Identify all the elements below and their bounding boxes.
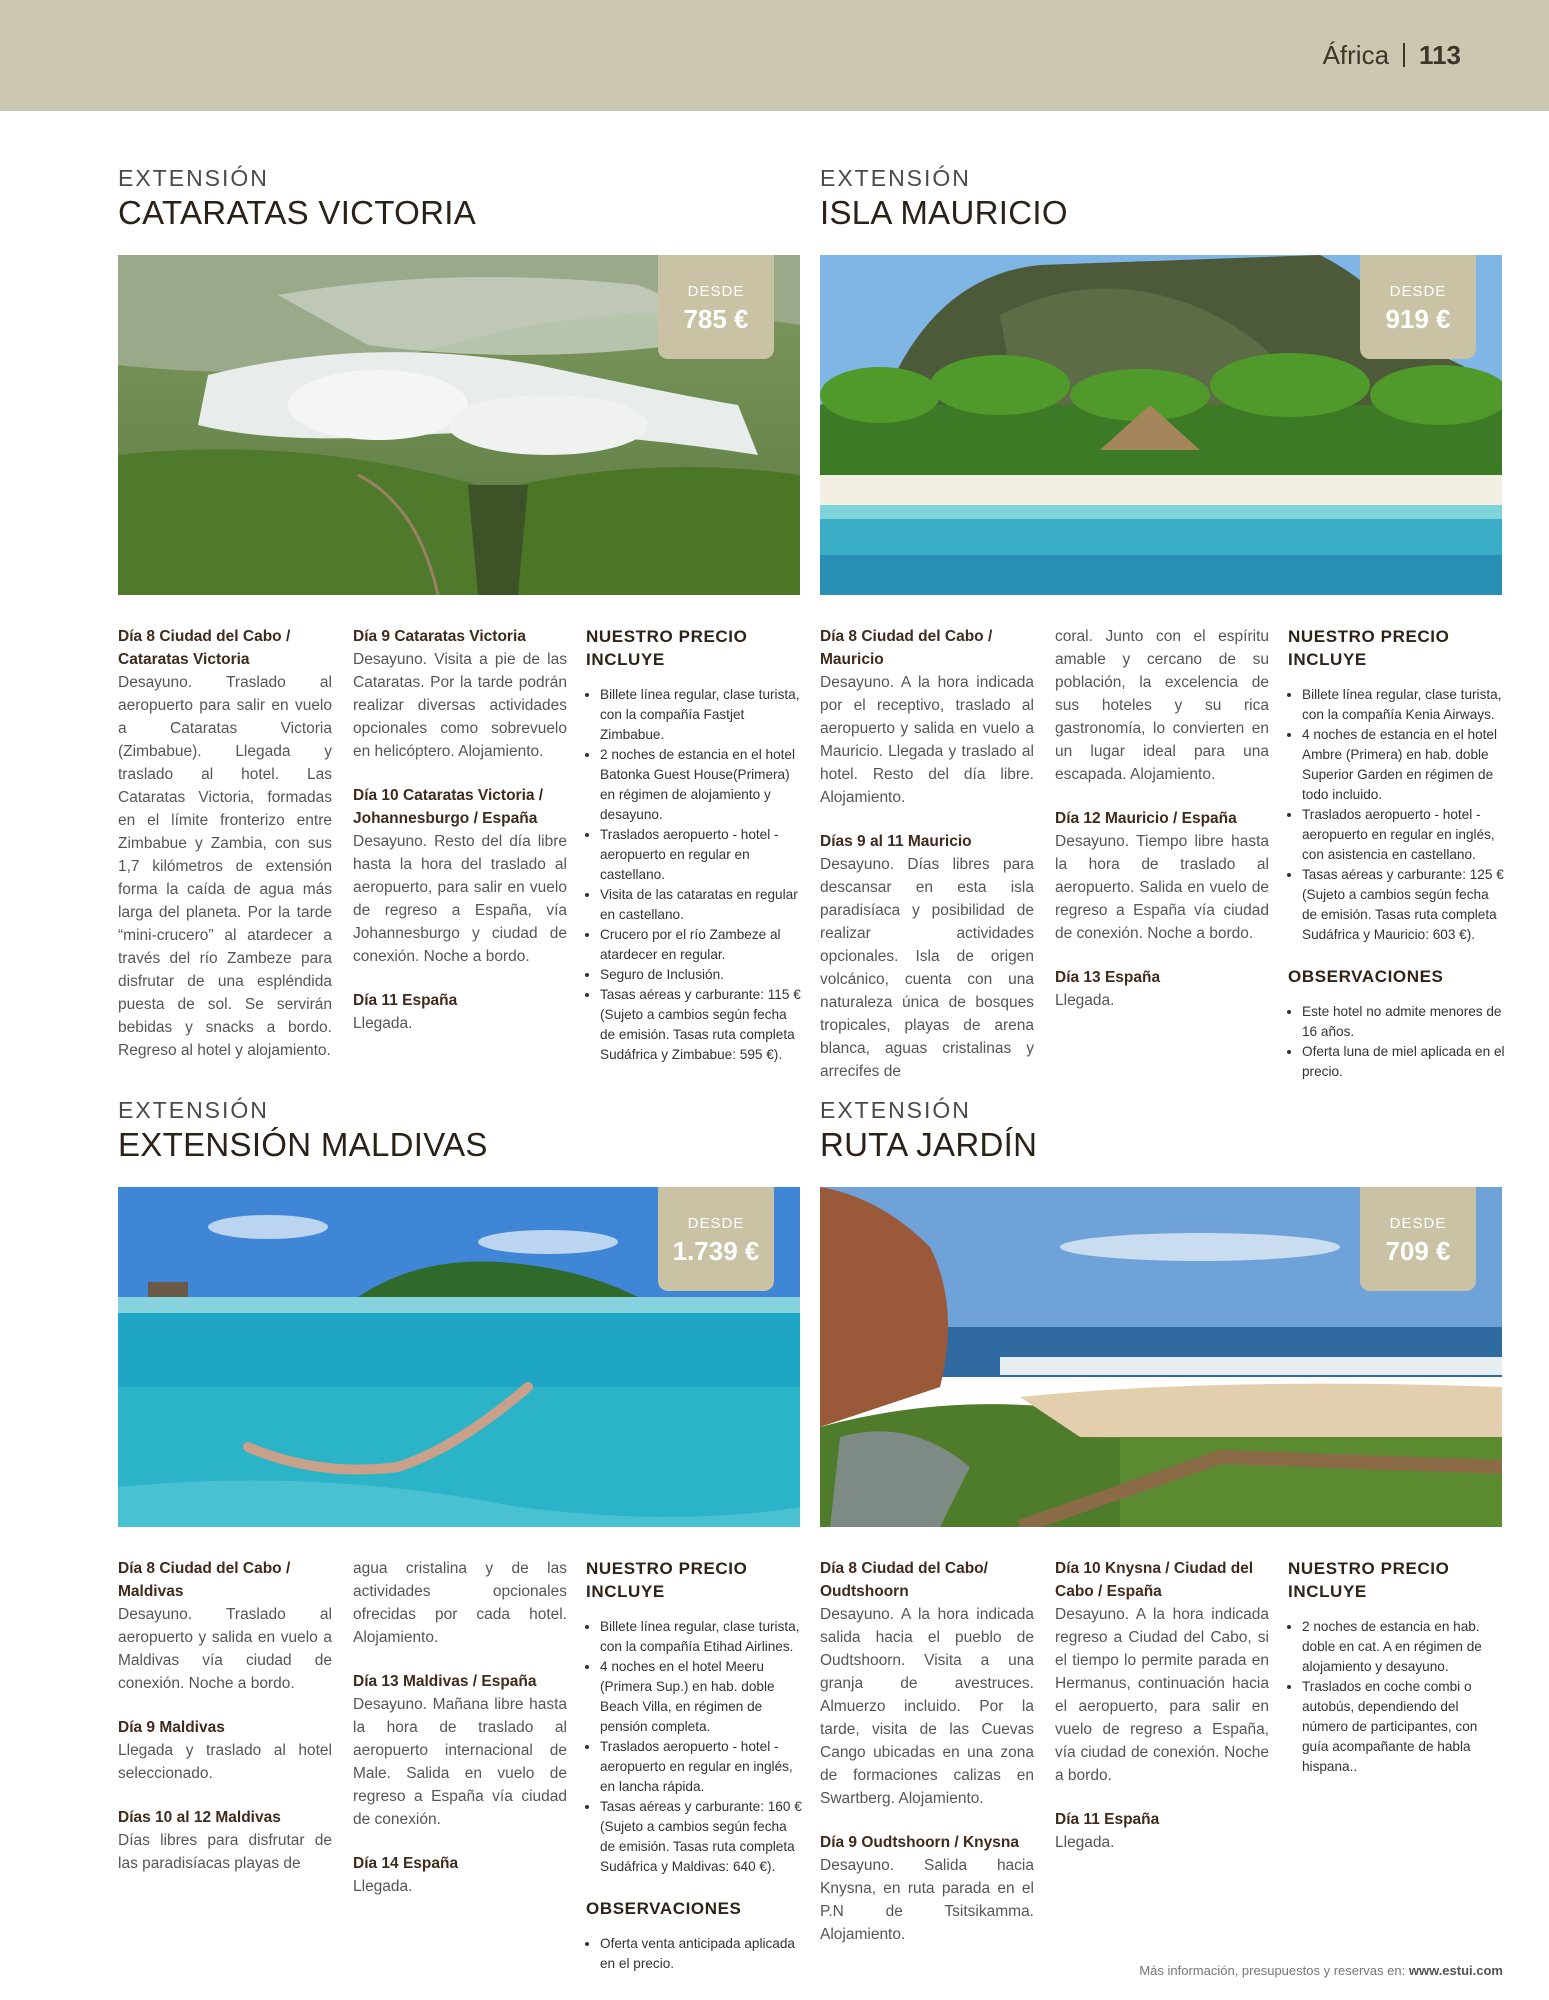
day-text: Llegada. bbox=[1055, 992, 1115, 1009]
includes-title: NUESTRO PRECIO INCLUYE bbox=[586, 627, 748, 669]
divider bbox=[1403, 43, 1405, 67]
list-item: • Visita de las cataratas en regular en castellano. bbox=[600, 885, 804, 925]
day-text: Llegada y traslado al hotel seleccionado. bbox=[118, 1742, 332, 1782]
list-item: • Este hotel no admite menores de 16 años. bbox=[1302, 1002, 1506, 1042]
list-item: • Billete línea regular, clase turista, con la compañía Etihad Airlines. bbox=[600, 1617, 804, 1657]
list-item: • 2 noches de estancia en hab. doble en cat. A en régimen de alojamiento y desayuno. bbox=[1302, 1617, 1506, 1677]
extension-garden-route bbox=[820, 1097, 1502, 1943]
includes-list bbox=[1288, 1617, 1506, 1777]
day-heading: Día 11 España bbox=[1055, 1811, 1160, 1828]
day-text: Llegada. bbox=[353, 1015, 413, 1032]
itinerary-column-2 bbox=[1055, 625, 1269, 1033]
day-heading: Día 11 España bbox=[353, 992, 458, 1009]
price-includes bbox=[1288, 1557, 1506, 1797]
day-heading: Día 10 Cataratas Victoria / Johannesburgo / España bbox=[353, 787, 544, 827]
day-heading: Día 8 Ciudad del Cabo / Mauricio bbox=[820, 628, 993, 668]
list-item: • 4 noches en el hotel Meeru (Primera Sup.) en hab. doble Beach Villa, en régimen de pensión completa. bbox=[600, 1657, 804, 1737]
section-title: EXTENSIÓN MALDIVAS bbox=[118, 1126, 488, 1163]
itinerary-column-1 bbox=[118, 1557, 332, 1896]
day-text: Desayuno. Visita a pie de las Cataratas. Por la tarde podrán realizar diversas actividades opcionales como sobrevuelo en helicóptero. Alojamiento. bbox=[353, 651, 567, 760]
price-includes bbox=[586, 1557, 804, 1994]
day-text: Desayuno. Traslado al aeropuerto y salida en vuelo a Maldivas vía ciudad de conexión. Noche a bordo. bbox=[118, 1606, 332, 1692]
day-text: Llegada. bbox=[1055, 1834, 1115, 1851]
day-text: Días libres para disfrutar de las paradisíacas playas de bbox=[118, 1832, 332, 1872]
list-item: • 2 noches de estancia en el hotel Batonka Guest House(Primera) en régimen de alojamiento y desayuno. bbox=[600, 745, 804, 825]
list-item: • Oferta venta anticipada aplicada en el precio. bbox=[600, 1934, 804, 1974]
observations-list bbox=[1288, 1002, 1506, 1082]
price-label: DESDE bbox=[1389, 1215, 1447, 1232]
section-indicator bbox=[1323, 40, 1461, 71]
extension-victoria-falls bbox=[118, 165, 801, 1062]
list-item: • Traslados en coche combi o autobús, dependiendo del número de participantes, con guía acompañante de habla hispana.. bbox=[1302, 1677, 1506, 1777]
includes-list bbox=[586, 1617, 804, 1877]
itinerary-column-2 bbox=[353, 1557, 567, 1919]
extension-maldives bbox=[118, 1097, 802, 1971]
section-kicker: EXTENSIÓN bbox=[820, 1097, 971, 1123]
footer-link[interactable]: www.estui.com bbox=[1408, 1963, 1503, 1978]
price-value: 785 € bbox=[683, 304, 749, 334]
day-text: agua cristalina y de las actividades opcionales ofrecidas por cada hotel. Alojamiento. bbox=[353, 1560, 567, 1646]
observations-title: OBSERVACIONES bbox=[586, 1899, 742, 1918]
footer-text: Más información, presupuestos y reservas en: bbox=[1139, 1963, 1409, 1978]
list-item: • Crucero por el río Zambeze al atardecer en regular. bbox=[600, 925, 804, 965]
day-heading: Día 9 Oudtshoorn / Knysna bbox=[820, 1834, 1019, 1851]
price-includes bbox=[586, 625, 804, 1085]
list-item: • Billete línea regular, clase turista, con la compañía Kenia Airways. bbox=[1302, 685, 1506, 725]
day-text: Llegada. bbox=[353, 1878, 413, 1895]
list-item: • Seguro de Inclusión. bbox=[600, 965, 804, 985]
day-text: Desayuno. Tiempo libre hasta la hora de traslado al aeropuerto. Salida en vuelo de regreso a España vía ciudad de conexión. Noche a bordo. bbox=[1055, 833, 1269, 942]
day-text: Desayuno. A la hora indicada regreso a Ciudad del Cabo, si el tiempo lo permite parada en Hermanus, continuación hacia el aeropuerto, para salir en vuelo de regreso a España, vía ciudad de conexión. Noche a bordo. bbox=[1055, 1606, 1269, 1784]
section-name: África bbox=[1322, 40, 1390, 70]
price-label: DESDE bbox=[687, 1215, 745, 1232]
day-heading: Día 13 España bbox=[1055, 969, 1161, 986]
page-number: 113 bbox=[1419, 40, 1461, 70]
price-label: DESDE bbox=[687, 283, 745, 300]
section-kicker: EXTENSIÓN bbox=[118, 165, 269, 191]
page-header-bar bbox=[0, 0, 1549, 111]
day-heading: Día 14 España bbox=[353, 1855, 459, 1872]
day-text: Desayuno. A la hora indicada por el receptivo, traslado al aeropuerto y salida en vuelo a Mauricio. Llegada y traslado al hotel. Resto del día libre. Alojamiento. bbox=[820, 674, 1034, 806]
list-item: • Traslados aeropuerto - hotel - aeropuerto en regular en inglés, con asistencia en castellano. bbox=[1302, 805, 1506, 865]
itinerary-column-2 bbox=[353, 625, 567, 1056]
section-title: ISLA MAURICIO bbox=[820, 194, 1068, 231]
itinerary-column-2 bbox=[1055, 1557, 1269, 1875]
day-heading: Día 12 Mauricio / España bbox=[1055, 810, 1237, 827]
price-badge bbox=[658, 255, 774, 359]
day-heading: Día 8 Ciudad del Cabo / Maldivas bbox=[118, 1560, 291, 1600]
list-item: • Tasas aéreas y carburante: 115 € (Sujeto a cambios según fecha de emisión. Tasas ruta completa Sudáfrica y Zimbabue: 595 €). bbox=[600, 985, 804, 1065]
day-heading: Día 8 Ciudad del Cabo / Cataratas Victoria bbox=[118, 628, 291, 668]
day-text: Desayuno. Días libres para descansar en esta isla paradisíaca y posibilidad de realizar actividades opcionales. Isla de origen volcánico, cuenta con una naturaleza única de bosques tropicales, playas de arena blanca, aguas cristalinas y arrecifes de bbox=[820, 856, 1034, 1080]
day-heading: Días 9 al 11 Mauricio bbox=[820, 833, 972, 850]
day-heading: Día 9 Cataratas Victoria bbox=[353, 628, 526, 645]
observations-list bbox=[586, 1934, 804, 1974]
list-item: • Oferta luna de miel aplicada en el precio. bbox=[1302, 1042, 1506, 1082]
list-item: • Tasas aéreas y carburante: 125 € (Sujeto a cambios según fecha de emisión. Tasas ruta completa Sudáfrica y Mauricio: 603 €). bbox=[1302, 865, 1506, 945]
day-heading: Día 10 Knysna / Ciudad del Cabo / España bbox=[1055, 1560, 1254, 1600]
itinerary-column-1 bbox=[820, 625, 1034, 1104]
day-text: Desayuno. Resto del día libre hasta la hora del traslado al aeropuerto, para salir en vuelo de regreso a España, vía Johannesburgo y ciudad de conexión. Noche a bordo. bbox=[353, 833, 567, 965]
list-item: • Tasas aéreas y carburante: 160 € (Sujeto a cambios según fecha de emisión. Tasas ruta completa Sudáfrica y Maldivas: 640 €). bbox=[600, 1797, 804, 1877]
day-text: Desayuno. Traslado al aeropuerto para salir en vuelo a Cataratas Victoria (Zimbabue). Llegada y traslado al hotel. Las Cataratas Victoria, formadas en el límite fronterizo entre Zimbabue y Zambia, con sus 1,7 kilómetros de extensión forma la caída de agua más larga del planeta. Por la tarde “mini-crucero” al atardecer a través del río Zambeze para disfrutar de una espléndida puesta de sol. Se servirán bebidas y snacks a bordo. Regreso al hotel y alojamiento. bbox=[118, 674, 332, 1059]
section-title: CATARATAS VICTORIA bbox=[118, 194, 477, 231]
includes-title: NUESTRO PRECIO INCLUYE bbox=[1288, 627, 1450, 669]
day-heading: Día 9 Maldivas bbox=[118, 1719, 225, 1736]
includes-list bbox=[1288, 685, 1506, 945]
price-value: 709 € bbox=[1385, 1236, 1451, 1266]
list-item: • 4 noches de estancia en el hotel Ambre (Primera) en hab. doble Superior Garden en régimen de todo incluido. bbox=[1302, 725, 1506, 805]
includes-title: NUESTRO PRECIO INCLUYE bbox=[586, 1559, 748, 1601]
day-text: coral. Junto con el espíritu amable y cercano de su población, la excelencia de sus hoteles y su rica gastronomía, lo convierten en un lugar ideal para una escapada. Alojamiento. bbox=[1055, 628, 1269, 783]
price-value: 1.739 € bbox=[672, 1236, 760, 1266]
day-heading: Días 10 al 12 Maldivas bbox=[118, 1809, 281, 1826]
price-badge bbox=[1360, 255, 1476, 359]
extension-mauritius bbox=[820, 165, 1505, 1080]
price-badge bbox=[658, 1187, 774, 1291]
itinerary-column-1 bbox=[820, 1557, 1034, 1967]
includes-list bbox=[586, 685, 804, 1065]
price-label: DESDE bbox=[1389, 283, 1447, 300]
day-heading: Día 8 Ciudad del Cabo/ Oudtshoorn bbox=[820, 1560, 988, 1600]
day-text: Desayuno. Salida hacia Knysna, en ruta parada en el P.N de Tsitsikamma. Alojamiento. bbox=[820, 1857, 1034, 1943]
list-item: • Traslados aeropuerto - hotel - aeropuerto en regular en castellano. bbox=[600, 825, 804, 885]
section-kicker: EXTENSIÓN bbox=[820, 165, 971, 191]
day-text: Desayuno. A la hora indicada salida hacia el pueblo de Oudtshoorn. Visita a una granja de avestruces. Almuerzo incluido. Por la tarde, visita de las Cuevas Cango ubicadas en una zona de formaciones calizas en Swartberg. Alojamiento. bbox=[820, 1606, 1034, 1807]
includes-title: NUESTRO PRECIO INCLUYE bbox=[1288, 1559, 1450, 1601]
section-kicker: EXTENSIÓN bbox=[118, 1097, 269, 1123]
list-item: • Traslados aeropuerto - hotel - aeropuerto en regular en inglés, en lancha rápida. bbox=[600, 1737, 804, 1797]
price-includes bbox=[1288, 625, 1506, 1102]
price-badge bbox=[1360, 1187, 1476, 1291]
itinerary-column-1 bbox=[118, 625, 332, 1083]
day-heading: Día 13 Maldivas / España bbox=[353, 1673, 537, 1690]
list-item: • Billete línea regular, clase turista, con la compañía Fastjet Zimbabue. bbox=[600, 685, 804, 745]
page-footer bbox=[1139, 1963, 1503, 1978]
day-text: Desayuno. Mañana libre hasta la hora de traslado al aeropuerto internacional de Male. Salida en vuelo de regreso a España vía ciudad de conexión. bbox=[353, 1696, 567, 1828]
section-title: RUTA JARDÍN bbox=[820, 1126, 1038, 1163]
observations-title: OBSERVACIONES bbox=[1288, 967, 1444, 986]
price-value: 919 € bbox=[1385, 304, 1451, 334]
